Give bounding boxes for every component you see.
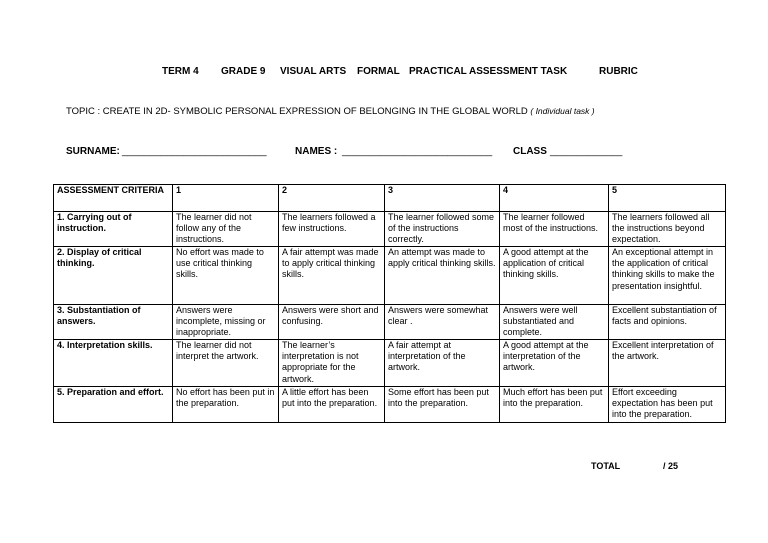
descriptor-cell: The learners followed all the instructions beyond expectation. <box>609 212 726 247</box>
table-row <box>54 212 726 247</box>
descriptor-cell: An attempt was made to apply critical thinking skills. <box>385 247 500 305</box>
names-label: NAMES : <box>295 146 338 157</box>
total-score: / 25 <box>663 461 679 471</box>
header-level-5: 5 <box>609 185 726 212</box>
descriptor-cell: The learner followed some of the instructions correctly. <box>385 212 500 247</box>
criterion-cell: 5. Preparation and effort. <box>54 387 173 423</box>
header-level-1: 1 <box>173 185 279 212</box>
descriptor-cell: A fair attempt at interpretation of the artwork. <box>385 340 500 387</box>
class-label: CLASS <box>513 146 547 157</box>
class-field[interactable]: _____________ <box>550 146 623 157</box>
descriptor-cell: Effort exceeding expectation has been put into the preparation. <box>609 387 726 423</box>
formal-label: FORMAL <box>357 66 400 77</box>
descriptor-cell: Answers were well substantiated and complete. <box>500 305 609 340</box>
learner-details <box>0 146 768 160</box>
descriptor-cell: The learner did not follow any of the instructions. <box>173 212 279 247</box>
topic-text: TOPIC : CREATE IN 2D- SYMBOLIC PERSONAL EXPRESSION OF BELONGING IN THE GLOBAL WORLD <box>66 106 528 117</box>
descriptor-cell: Answers were somewhat clear . <box>385 305 500 340</box>
descriptor-cell: No effort was made to use critical thinking skills. <box>173 247 279 305</box>
descriptor-cell: A little effort has been put into the preparation. <box>279 387 385 423</box>
subject-label: VISUAL ARTS <box>280 66 347 77</box>
document-header <box>0 66 768 80</box>
descriptor-cell: A good attempt at the application of critical thinking skills. <box>500 247 609 305</box>
header-level-4: 4 <box>500 185 609 212</box>
total-label: TOTAL <box>591 461 621 471</box>
surname-field[interactable]: __________________________ <box>122 146 267 157</box>
topic-line <box>66 106 595 117</box>
rubric-label: RUBRIC <box>599 66 638 77</box>
descriptor-cell: A good attempt at the interpretation of the artwork. <box>500 340 609 387</box>
surname-label: SURNAME: <box>66 146 120 157</box>
table-row <box>54 305 726 340</box>
topic-note: ( Individual task ) <box>530 106 595 116</box>
grade-label: GRADE 9 <box>221 66 266 77</box>
descriptor-cell: No effort has been put in the preparation. <box>173 387 279 423</box>
header-criteria: ASSESSMENT CRITERIA <box>54 185 173 212</box>
descriptor-cell: An exceptional attempt in the application of critical thinking skills to make the presentation insightful. <box>609 247 726 305</box>
descriptor-cell: Some effort has been put into the preparation. <box>385 387 500 423</box>
descriptor-cell: The learner did not interpret the artwork. <box>173 340 279 387</box>
table-row <box>54 340 726 387</box>
descriptor-cell: Excellent substantiation of facts and opinions. <box>609 305 726 340</box>
descriptor-cell: Answers were incomplete, missing or inappropriate. <box>173 305 279 340</box>
descriptor-cell: The learner followed most of the instructions. <box>500 212 609 247</box>
descriptor-cell: The learner’s interpretation is not appropriate for the artwork. <box>279 340 385 387</box>
descriptor-cell: The learners followed a few instructions. <box>279 212 385 247</box>
descriptor-cell: Excellent interpretation of the artwork. <box>609 340 726 387</box>
rubric-header-row <box>54 185 726 212</box>
criterion-cell: 2. Display of critical thinking. <box>54 247 173 305</box>
header-level-2: 2 <box>279 185 385 212</box>
criterion-cell: 3. Substantiation of answers. <box>54 305 173 340</box>
descriptor-cell: Answers were short and confusing. <box>279 305 385 340</box>
task-label: PRACTICAL ASSESSMENT TASK <box>409 66 568 77</box>
header-level-3: 3 <box>385 185 500 212</box>
rubric-table <box>53 184 726 423</box>
descriptor-cell: Much effort has been put into the preparation. <box>500 387 609 423</box>
term-label: TERM 4 <box>162 66 199 77</box>
table-row <box>54 247 726 305</box>
descriptor-cell: A fair attempt was made to apply critical thinking skills. <box>279 247 385 305</box>
criterion-cell: 4. Interpretation skills. <box>54 340 173 387</box>
names-field[interactable]: ___________________________ <box>342 146 493 157</box>
criterion-cell: 1. Carrying out of instruction. <box>54 212 173 247</box>
table-row <box>54 387 726 423</box>
